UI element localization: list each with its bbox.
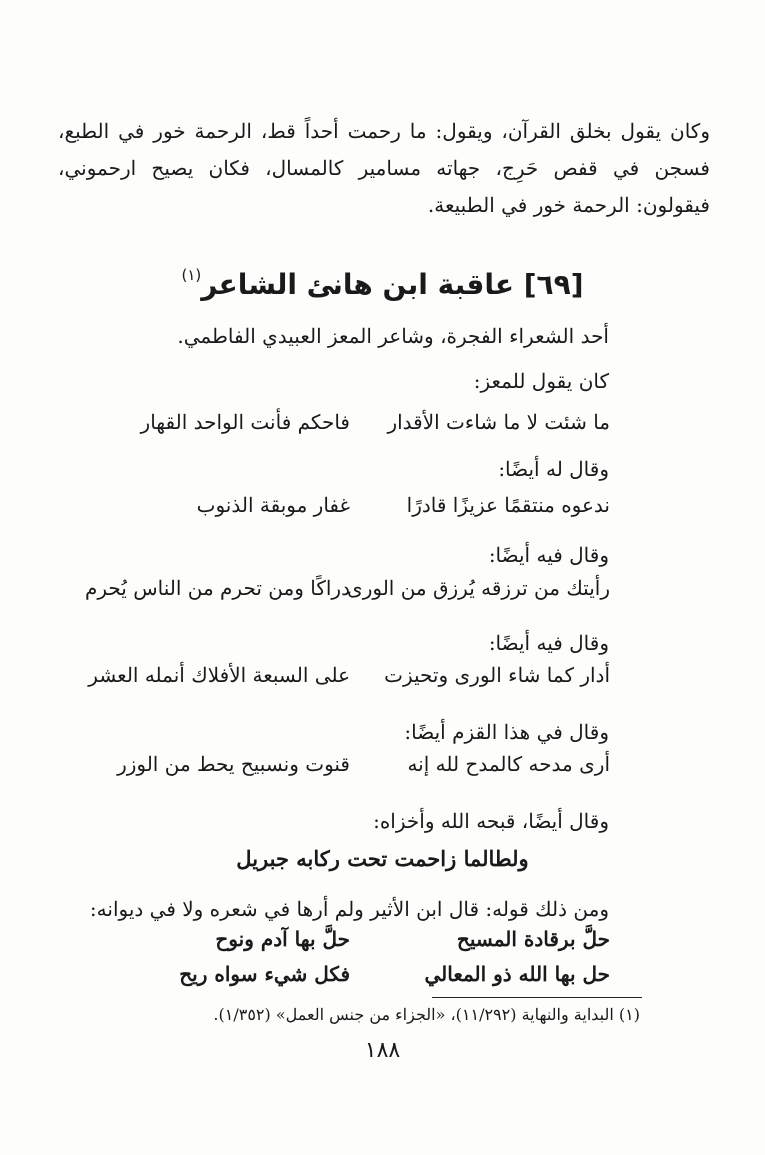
centered-verse: ولطالما زاحمت تحت ركابه جبريل: [236, 846, 529, 871]
paragraph-also-said-4: وقال في هذا القزم أيضًا:: [404, 720, 609, 744]
verse-1-second-hemistich: فاحكم فأنت الواحد القهار: [140, 410, 350, 434]
paragraph-also-said-5: وقال أيضًا، قبحه الله وأخزاه:: [373, 809, 609, 833]
intro-paragraph: وكان يقول بخلق القرآن، ويقول: ما رحمت أحداً قط، الرحمة خور في الطبع، فسجن في قفص حَرِج، جهاته مسامير كالمسال، فكان يصيح ارحموني، فيقولون: الرحمة خور في الطبيعة.: [58, 119, 710, 217]
paragraph-also-said-3: وقال فيه أيضًا:: [488, 631, 609, 655]
verse-4-second-hemistich: على السبعة الأفلاك أنمله العشر: [88, 663, 350, 687]
section-title: [0, 266, 765, 301]
verse-6-first-hemistich: حلَّ برقادة المسيح: [456, 927, 610, 951]
verse-4-first-hemistich: أدار كما شاء الورى وتحيزت: [384, 663, 610, 687]
verse-2-second-hemistich: غفار موبقة الذنوب: [196, 493, 350, 517]
verse-2-first-hemistich: ندعوه منتقمًا عزيزًا قادرًا: [406, 493, 610, 517]
paragraph-said-to-muizz: كان يقول للمعز:: [473, 369, 609, 393]
paragraph-ibn-athir: ومن ذلك قوله: قال ابن الأثير ولم أرها في شعره ولا في ديوانه:: [89, 897, 609, 921]
verse-1-first-hemistich: ما شئت لا ما شاءت الأقدار: [387, 410, 610, 434]
section-title-text: [٦٩] عاقبة ابن هانئ الشاعر: [201, 268, 584, 301]
verse-7-first-hemistich: حل بها الله ذو المعالي: [424, 962, 610, 986]
footnote: (١) البداية والنهاية (١١/٢٩٢)، «الجزاء من جنس العمل» (١/٣٥٢).: [213, 1005, 640, 1024]
footnote-marker: (١): [181, 266, 202, 284]
verse-7-second-hemistich: فكل شيء سواه ريح: [179, 962, 350, 986]
verse-6-second-hemistich: حلَّ بها آدم ونوح: [215, 927, 350, 951]
verse-5-first-hemistich: أرى مدحه كالمدح لله إنه: [407, 752, 610, 776]
footnote-divider: [432, 997, 642, 998]
verse-3-first-hemistich: رأيتك من ترزقه يُرزق من الورى: [347, 576, 610, 600]
paragraph-also-said-2: وقال فيه أيضًا:: [488, 543, 609, 567]
paragraph-intro-poet: أحد الشعراء الفجرة، وشاعر المعز العبيدي الفاطمي.: [177, 324, 609, 348]
paragraph-also-said: وقال له أيضًا:: [498, 457, 609, 481]
verse-5-second-hemistich: قنوت ونسبيح يحط من الوزر: [117, 752, 350, 776]
verse-3-second-hemistich: دراكًا ومن تحرم من الناس يُحرم: [84, 576, 350, 600]
page-number: ١٨٨: [364, 1038, 401, 1063]
